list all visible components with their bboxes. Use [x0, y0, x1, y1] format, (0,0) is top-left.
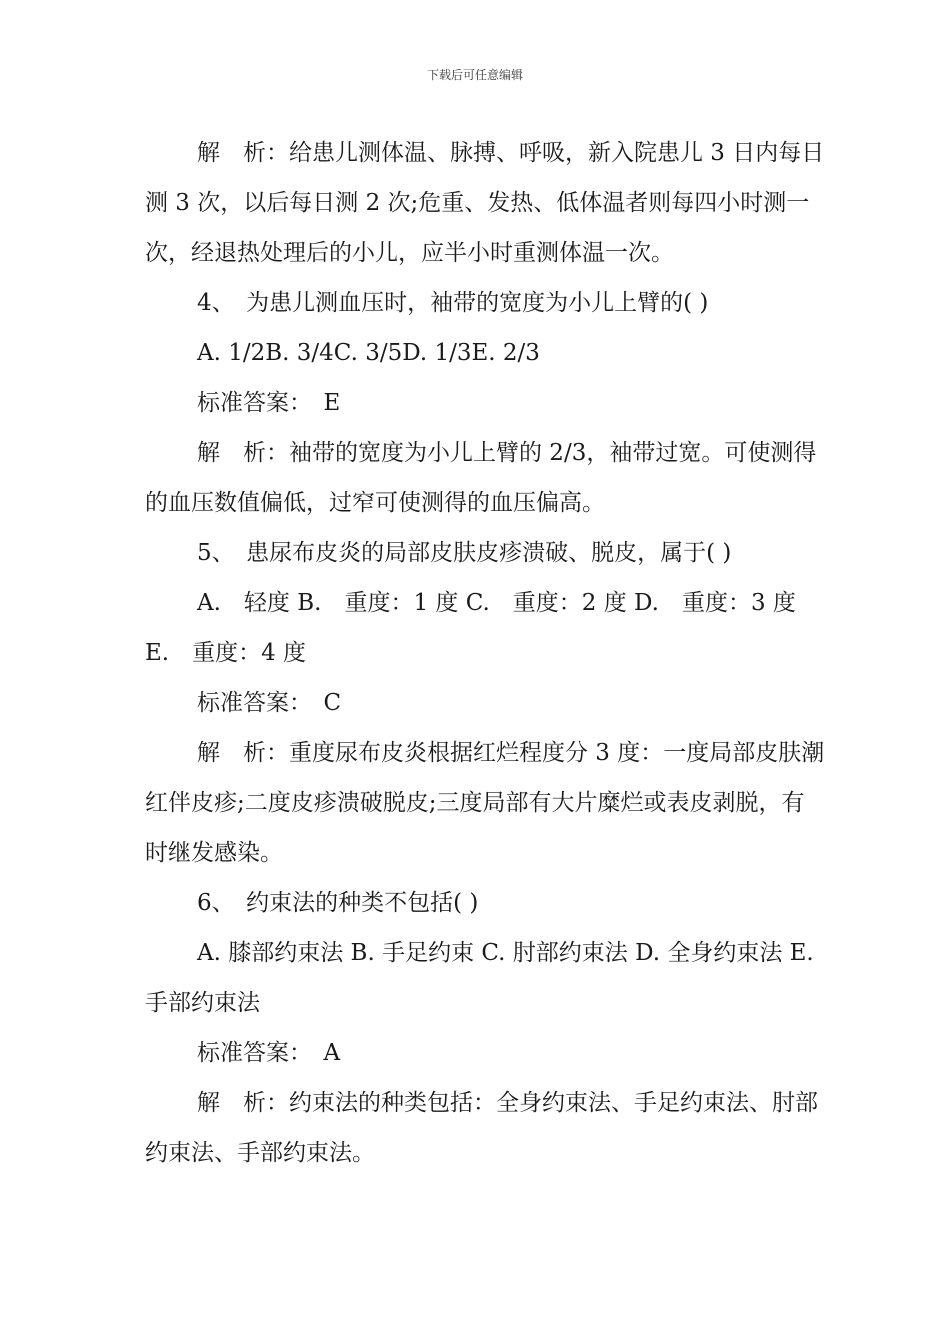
question-4-analysis: 解 析：袖带的宽度为小儿上臂的 2/3，袖带过宽。可使测得的血压数值偏低，过窄可使测得的血压偏高。: [145, 440, 817, 516]
page-header: 下载后可任意编辑: [426, 68, 523, 82]
question-5-options: A. 轻度 B. 重度：1 度 C. 重度：2 度 D. 重度：3 度 E. 重度：4 度: [145, 590, 796, 666]
question-4-answer: 标准答案： E: [197, 390, 341, 416]
question-4: 4、 为患儿测血压时，袖带的宽度为小儿上臂的( ): [197, 290, 709, 316]
question-5-analysis: 解 析：重度尿布皮炎根据红烂程度分 3 度：一度局部皮肤潮红伴皮疹;二度皮疹溃破脱皮;三度局部有大片糜烂或表皮剥脱，有时继发感染。: [145, 740, 825, 866]
question-6-options: A. 膝部约束法 B. 手足约束 C. 肘部约束法 D. 全身约束法 E. 手部约束法: [145, 940, 837, 1016]
question-6: 6、 约束法的种类不包括( ): [197, 890, 479, 916]
question-5-answer: 标准答案： C: [197, 690, 342, 716]
question-4-options: A. 1/2B. 3/4C. 3/5D. 1/3E. 2/3: [197, 340, 540, 366]
question-6-answer: 标准答案： A: [197, 1040, 341, 1066]
question-5: 5、 患尿布皮炎的局部皮肤皮疹溃破、脱皮，属于( ): [197, 540, 732, 566]
document-body: [145, 128, 837, 1178]
question-6-analysis: 解 析：约束法的种类包括：全身约束法、手足约束法、肘部约束法、手部约束法。: [145, 1090, 818, 1166]
analysis-paragraph-3: 解 析：给患儿测体温、脉搏、呼吸，新入院患儿 3 日内每日测 3 次，以后每日测 2 次;危重、发热、低体温者则每四小时测一次，经退热处理后的小儿，应半小时重测体温一次。: [145, 140, 825, 266]
